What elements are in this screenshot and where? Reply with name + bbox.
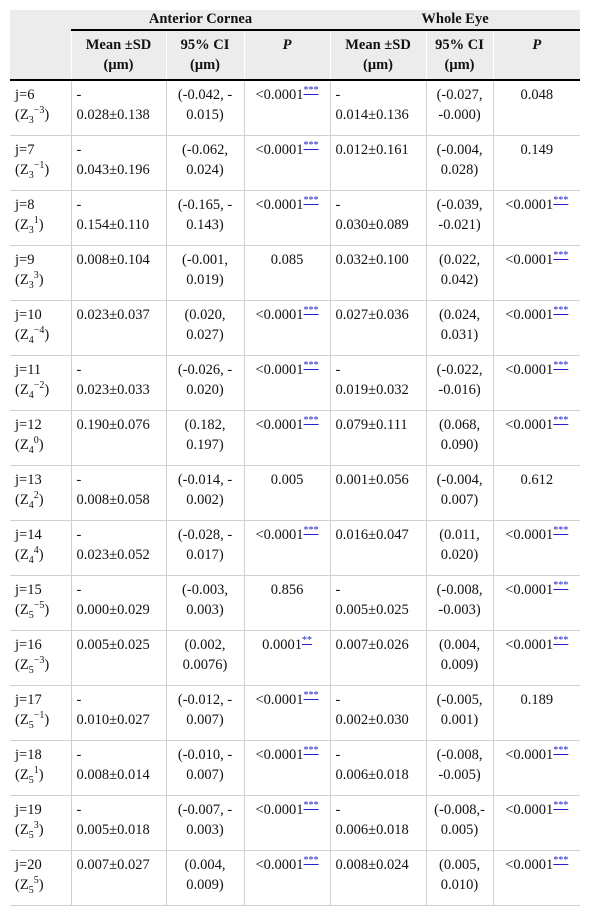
ac-mean-cell: 0.190±0.076	[71, 411, 166, 466]
we-ci-header: 95% CI (μm)	[426, 30, 493, 80]
significance-link[interactable]: ***	[303, 305, 319, 317]
we-ci-cell: (0.024, 0.031)	[426, 301, 493, 356]
ac-mean-cell: - 0.005±0.018	[71, 796, 166, 851]
ac-ci-cell: (-0.165, - 0.143)	[166, 191, 244, 246]
group-header-row	[10, 10, 580, 30]
we-p-cell: 0.612	[493, 466, 580, 521]
table-row	[10, 631, 580, 686]
ac-ci-cell: (-0.003, 0.003)	[166, 576, 244, 631]
ac-ci-cell: (-0.062, 0.024)	[166, 136, 244, 191]
significance-link[interactable]: ***	[553, 415, 569, 427]
ac-ci-header: 95% CI (μm)	[166, 30, 244, 80]
we-ci-cell: (-0.004, 0.028)	[426, 136, 493, 191]
we-mean-cell: - 0.030±0.089	[330, 191, 426, 246]
we-p-cell: <0.0001***	[493, 301, 580, 356]
ac-ci-cell: (-0.010, - 0.007)	[166, 741, 244, 796]
ac-ci-cell: (-0.042, - 0.015)	[166, 80, 244, 136]
ac-p-cell: <0.0001***	[244, 521, 330, 576]
ac-ci-cell: (-0.007, - 0.003)	[166, 796, 244, 851]
term-cell: j=8 $(Z_3^1)$	[10, 191, 71, 246]
ac-mean-cell: - 0.008±0.014	[71, 741, 166, 796]
we-mean-header: Mean ±SD (μm)	[330, 30, 426, 80]
we-p-cell: 0.149	[493, 136, 580, 191]
significance-link[interactable]: ***	[303, 140, 319, 152]
ac-mean-cell: - 0.008±0.058	[71, 466, 166, 521]
we-p-cell: <0.0001***	[493, 411, 580, 466]
ac-ci-cell: (0.182, 0.197)	[166, 411, 244, 466]
ac-ci-cell: (-0.012, - 0.007)	[166, 686, 244, 741]
we-ci-cell: (0.068, 0.090)	[426, 411, 493, 466]
significance-link[interactable]: **	[301, 635, 312, 647]
ac-p-cell: <0.0001***	[244, 191, 330, 246]
ac-p-cell: 0.005	[244, 466, 330, 521]
ac-p-cell: <0.0001***	[244, 301, 330, 356]
term-cell: j=17 $(Z_5^{-1})$	[10, 686, 71, 741]
significance-link[interactable]: ***	[303, 800, 319, 812]
we-mean-cell: 0.001±0.056	[330, 466, 426, 521]
ac-ci-cell: (0.002, 0.0076)	[166, 631, 244, 686]
we-mean-cell: - 0.006±0.018	[330, 741, 426, 796]
significance-link[interactable]: ***	[553, 250, 569, 262]
significance-link[interactable]: ***	[303, 745, 319, 757]
we-ci-cell: (0.022, 0.042)	[426, 246, 493, 301]
significance-link[interactable]: ***	[553, 855, 569, 867]
ac-p-cell: 0.856	[244, 576, 330, 631]
ac-ci-cell: (-0.026, - 0.020)	[166, 356, 244, 411]
ac-p-cell: 0.0001**	[244, 631, 330, 686]
we-p-cell: <0.0001***	[493, 741, 580, 796]
ac-mean-cell: 0.008±0.104	[71, 246, 166, 301]
ac-p-cell: <0.0001***	[244, 356, 330, 411]
ac-mean-cell: 0.023±0.037	[71, 301, 166, 356]
we-p-header: P	[493, 30, 580, 80]
significance-link[interactable]: ***	[553, 525, 569, 537]
table-row	[10, 80, 580, 136]
column-header-row	[10, 30, 580, 80]
we-p-cell: 0.189	[493, 686, 580, 741]
table-row	[10, 686, 580, 741]
ac-mean-cell: - 0.000±0.029	[71, 576, 166, 631]
we-mean-cell: 0.012±0.161	[330, 136, 426, 191]
we-p-cell: <0.0001***	[493, 796, 580, 851]
significance-link[interactable]: ***	[553, 745, 569, 757]
term-cell: j=6 $(Z_3^{-3})$	[10, 80, 71, 136]
table-row	[10, 576, 580, 631]
term-cell: j=10 $(Z_4^{-4})$	[10, 301, 71, 356]
we-ci-cell: (-0.027, -0.000)	[426, 80, 493, 136]
anterior-cornea-header: Anterior Cornea	[71, 10, 330, 30]
table-row	[10, 246, 580, 301]
we-mean-cell: 0.016±0.047	[330, 521, 426, 576]
we-p-cell: <0.0001***	[493, 576, 580, 631]
we-mean-cell: - 0.005±0.025	[330, 576, 426, 631]
we-ci-cell: (0.004, 0.009)	[426, 631, 493, 686]
ac-mean-cell: - 0.043±0.196	[71, 136, 166, 191]
we-mean-cell: - 0.006±0.018	[330, 796, 426, 851]
ac-ci-cell: (-0.028, - 0.017)	[166, 521, 244, 576]
ac-ci-cell: (-0.001, 0.019)	[166, 246, 244, 301]
we-p-cell: <0.0001***	[493, 521, 580, 576]
significance-link[interactable]: ***	[553, 635, 569, 647]
ac-mean-cell: - 0.023±0.033	[71, 356, 166, 411]
ac-ci-cell: (0.004, 0.009)	[166, 851, 244, 906]
corner-cell-2	[10, 30, 71, 80]
we-ci-cell: (-0.008,- 0.005)	[426, 796, 493, 851]
term-cell: j=9 $(Z_3^3)$	[10, 246, 71, 301]
ac-p-cell: <0.0001***	[244, 851, 330, 906]
ac-p-cell: <0.0001***	[244, 686, 330, 741]
we-ci-cell: (-0.008, -0.005)	[426, 741, 493, 796]
ac-ci-cell: (0.020, 0.027)	[166, 301, 244, 356]
ac-mean-cell: - 0.010±0.027	[71, 686, 166, 741]
we-p-cell: <0.0001***	[493, 851, 580, 906]
term-cell: j=7 $(Z_3^{-1})$	[10, 136, 71, 191]
term-cell: j=18 $(Z_5^1)$	[10, 741, 71, 796]
we-mean-cell: 0.027±0.036	[330, 301, 426, 356]
table-row	[10, 136, 580, 191]
ac-p-cell: <0.0001***	[244, 80, 330, 136]
we-ci-cell: (-0.004, 0.007)	[426, 466, 493, 521]
significance-link[interactable]: ***	[553, 800, 569, 812]
significance-link[interactable]: ***	[303, 525, 319, 537]
ac-mean-cell: - 0.028±0.138	[71, 80, 166, 136]
ac-mean-cell: - 0.154±0.110	[71, 191, 166, 246]
ac-p-cell: <0.0001***	[244, 741, 330, 796]
term-cell: j=13 $(Z_4^2)$	[10, 466, 71, 521]
we-ci-cell: (-0.039, -0.021)	[426, 191, 493, 246]
table-row	[10, 741, 580, 796]
table-row	[10, 411, 580, 466]
term-cell: j=16 $(Z_5^{-3})$	[10, 631, 71, 686]
table-row	[10, 466, 580, 521]
we-ci-cell: (0.005, 0.010)	[426, 851, 493, 906]
term-cell: j=11 $(Z_4^{-2})$	[10, 356, 71, 411]
we-p-cell: <0.0001***	[493, 356, 580, 411]
table-row	[10, 356, 580, 411]
we-mean-cell: 0.008±0.024	[330, 851, 426, 906]
term-cell: j=12 $(Z_4^0)$	[10, 411, 71, 466]
we-ci-cell: (-0.008, -0.003)	[426, 576, 493, 631]
table-row	[10, 796, 580, 851]
ac-p-header: P	[244, 30, 330, 80]
whole-eye-header: Whole Eye	[330, 10, 580, 30]
table-row	[10, 301, 580, 356]
table-body	[10, 80, 580, 906]
significance-link[interactable]: ***	[553, 360, 569, 372]
ac-p-cell: 0.085	[244, 246, 330, 301]
ac-mean-header: Mean ±SD (μm)	[71, 30, 166, 80]
corner-cell	[10, 10, 71, 30]
we-mean-cell: 0.079±0.111	[330, 411, 426, 466]
ac-p-cell: <0.0001***	[244, 411, 330, 466]
table-row	[10, 851, 580, 906]
we-mean-cell: - 0.002±0.030	[330, 686, 426, 741]
significance-link[interactable]: ***	[303, 360, 319, 372]
we-ci-cell: (0.011, 0.020)	[426, 521, 493, 576]
significance-link[interactable]: ***	[303, 855, 319, 867]
zernike-comparison-table	[10, 10, 580, 906]
we-p-cell: <0.0001***	[493, 191, 580, 246]
significance-link[interactable]: ***	[303, 690, 319, 702]
ac-ci-cell: (-0.014, - 0.002)	[166, 466, 244, 521]
table-row	[10, 521, 580, 576]
significance-link[interactable]: ***	[303, 195, 319, 207]
we-mean-cell: - 0.014±0.136	[330, 80, 426, 136]
significance-link[interactable]: ***	[553, 305, 569, 317]
table-row	[10, 191, 580, 246]
we-ci-cell: (-0.005, 0.001)	[426, 686, 493, 741]
we-p-cell: 0.048	[493, 80, 580, 136]
term-cell: j=20 $(Z_5^5)$	[10, 851, 71, 906]
significance-link[interactable]: ***	[303, 85, 319, 97]
we-p-cell: <0.0001***	[493, 631, 580, 686]
ac-p-cell: <0.0001***	[244, 136, 330, 191]
significance-link[interactable]: ***	[303, 415, 319, 427]
term-cell: j=14 $(Z_4^4)$	[10, 521, 71, 576]
ac-mean-cell: 0.007±0.027	[71, 851, 166, 906]
we-mean-cell: - 0.019±0.032	[330, 356, 426, 411]
ac-mean-cell: - 0.023±0.052	[71, 521, 166, 576]
we-mean-cell: 0.007±0.026	[330, 631, 426, 686]
term-cell: j=15 $(Z_5^{-5})$	[10, 576, 71, 631]
we-mean-cell: 0.032±0.100	[330, 246, 426, 301]
significance-link[interactable]: ***	[553, 195, 569, 207]
ac-mean-cell: 0.005±0.025	[71, 631, 166, 686]
significance-link[interactable]: ***	[553, 580, 569, 592]
ac-p-cell: <0.0001***	[244, 796, 330, 851]
we-ci-cell: (-0.022, -0.016)	[426, 356, 493, 411]
we-p-cell: <0.0001***	[493, 246, 580, 301]
term-cell: j=19 $(Z_5^3)$	[10, 796, 71, 851]
